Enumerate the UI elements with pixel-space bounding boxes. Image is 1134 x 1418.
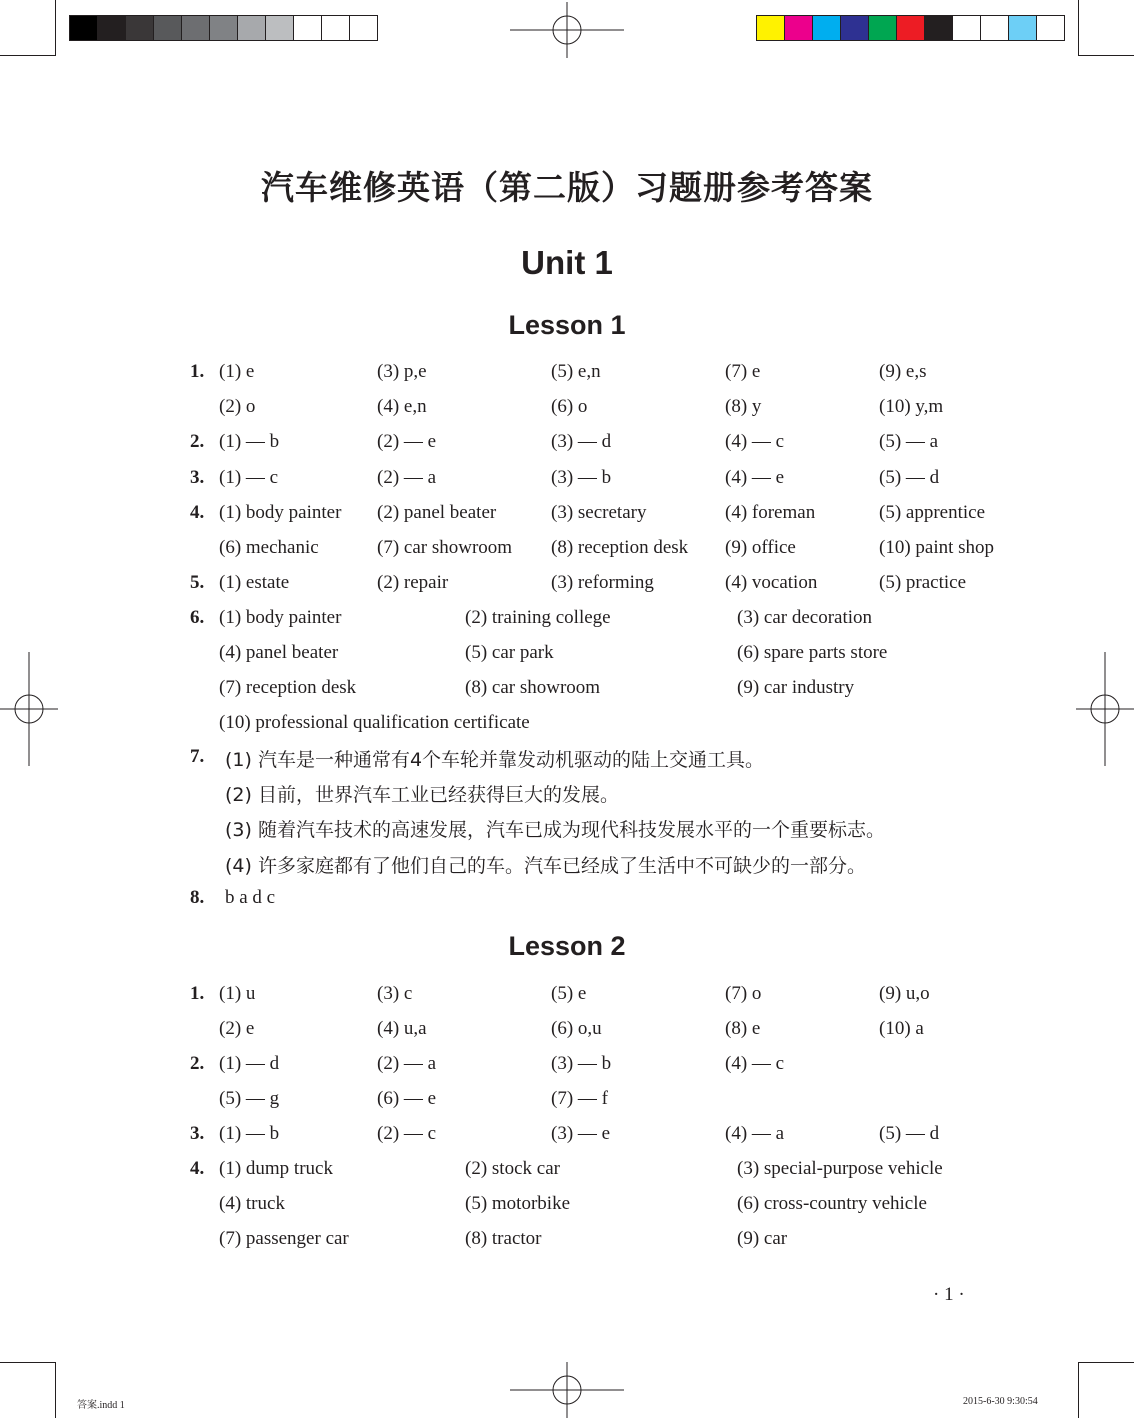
answer-cell: (5) — d: [879, 1123, 940, 1144]
question-number: 7.: [190, 746, 205, 767]
answer-cell: (5) e: [551, 983, 587, 1004]
answer-cell: (4) — a: [725, 1123, 785, 1144]
question-number: 2.: [190, 431, 205, 453]
answer-cell: (4) u,a: [377, 1018, 427, 1039]
answer-cell: (1) — d: [219, 1053, 280, 1074]
answer-cell: (3) special-purpose vehicle: [737, 1158, 943, 1179]
answer-cell: (1) — b: [219, 431, 280, 453]
answer-cell: (9) e,s: [879, 361, 927, 382]
color-swatch: [237, 15, 266, 41]
color-swatch: [97, 15, 126, 41]
answer-cell: (7) — f: [551, 1088, 608, 1109]
question-number: 4.: [190, 501, 205, 523]
answer-cell: (2) — a: [377, 1053, 437, 1074]
answer-cell: (9) car: [737, 1228, 788, 1249]
answer-cell: (2) panel beater: [377, 501, 497, 523]
answer-cell: (4) vocation: [725, 572, 818, 594]
color-swatch: [1036, 15, 1065, 41]
color-swatch: [321, 15, 350, 41]
answer-cell: (8) e: [725, 1018, 761, 1039]
crop-mark-bl-v: [55, 1362, 56, 1418]
crop-mark-tl-h: [0, 55, 56, 56]
color-swatch: [952, 15, 981, 41]
answer-cell: (6) — e: [377, 1088, 437, 1109]
answer-cell: (6) o,u: [551, 1018, 602, 1039]
answer-cell: (1) dump truck: [219, 1158, 333, 1179]
answer-cell: (3) c: [377, 983, 413, 1004]
answer-cell: (2) training college: [465, 607, 611, 628]
crop-mark-br-v: [1078, 1362, 1079, 1418]
translation-answer: (1) 汽车是一种通常有4个车轮并靠发动机驱动的陆上交通工具。: [225, 749, 765, 771]
question-number: 1.: [190, 361, 205, 382]
answer-cell: (1) — c: [219, 466, 279, 488]
answer-cell: (2) — e: [377, 431, 437, 453]
answer-cell: (5) — g: [219, 1088, 280, 1109]
answer-cell: (4) panel beater: [219, 642, 339, 663]
answer-cell: (5) practice: [879, 572, 967, 594]
crop-mark-tl-v: [55, 0, 56, 56]
question-number: 3.: [190, 1123, 205, 1144]
question-number: 2.: [190, 1053, 205, 1074]
answer-cell: (1) body painter: [219, 607, 342, 628]
color-swatch: [181, 15, 210, 41]
answer-cell: (8) tractor: [465, 1228, 542, 1249]
answer-cell: (3) car decoration: [737, 607, 873, 628]
answer-cell: (3) — b: [551, 1053, 612, 1074]
answer-cell: (4) — c: [725, 431, 785, 453]
question-number: 4.: [190, 1158, 205, 1179]
crop-mark-bl-h: [0, 1362, 56, 1363]
page-title: 汽车维修英语（第二版）习题册参考答案: [261, 168, 873, 207]
color-swatch: [69, 15, 98, 41]
translation-answer: (4) 许多家庭都有了他们自己的车。汽车已经成了生活中不可缺少的一部分。: [225, 854, 866, 877]
answer-cell: (6) spare parts store: [737, 642, 888, 663]
answer-cell: (9) office: [725, 537, 796, 558]
answer-cell: (10) a: [879, 1018, 924, 1039]
question-number: 3.: [190, 466, 205, 488]
registration-mark-left: [0, 652, 58, 766]
answer-cell: (6) mechanic: [219, 537, 319, 558]
lesson-1-question-8-answer: b a d c: [225, 887, 276, 908]
answer-cell: (8) car showroom: [465, 677, 601, 698]
answer-cell: (10) professional qualification certificate: [219, 712, 530, 733]
answer-cell: (1) body painter: [219, 501, 342, 523]
answer-cell: (4) — c: [725, 1053, 785, 1074]
color-swatch: [125, 15, 154, 41]
color-swatch: [1008, 15, 1037, 41]
answer-cell: (3) reforming: [551, 572, 654, 594]
color-swatch: [840, 15, 869, 41]
color-swatch: [812, 15, 841, 41]
color-swatch: [756, 15, 785, 41]
crop-mark-br-h: [1078, 1362, 1134, 1363]
answer-cell: (10) paint shop: [879, 537, 995, 558]
answer-cell: (4) e,n: [377, 396, 427, 418]
color-swatch: [896, 15, 925, 41]
question-number: 8.: [190, 887, 205, 908]
color-swatch: [924, 15, 953, 41]
color-swatch: [349, 15, 378, 41]
registration-mark-top: [510, 2, 624, 58]
answer-cell: (5) apprentice: [879, 501, 986, 523]
crop-mark-tr-h: [1078, 55, 1134, 56]
answer-cell: (5) — a: [879, 431, 939, 453]
answer-cell: (7) o: [725, 983, 762, 1004]
answer-cell: (4) truck: [219, 1193, 285, 1214]
answer-cell: (8) y: [725, 396, 762, 418]
answer-cell: (3) secretary: [551, 501, 647, 523]
question-number: 5.: [190, 572, 205, 594]
answer-cell: (4) foreman: [725, 501, 816, 523]
answer-cell: (3) — d: [551, 431, 612, 453]
unit-heading: Unit 1: [521, 244, 613, 281]
color-swatch: [153, 15, 182, 41]
crop-mark-tr-v: [1078, 0, 1079, 56]
question-number: 1.: [190, 983, 205, 1004]
answer-cell: (9) car industry: [737, 677, 855, 698]
answer-cell: (6) o: [551, 396, 588, 418]
answer-cell: (1) u: [219, 983, 256, 1004]
answer-cell: (6) cross-country vehicle: [737, 1193, 927, 1214]
date-slug: 2015-6-30 9:30:54: [963, 1396, 1038, 1407]
answer-cell: (7) reception desk: [219, 677, 357, 698]
answer-cell: (5) — d: [879, 466, 940, 488]
color-swatch: [265, 15, 294, 41]
answer-cell: (2) e: [219, 1018, 255, 1039]
answer-cell: (5) car park: [465, 642, 554, 663]
color-swatch: [209, 15, 238, 41]
lesson-2-heading: Lesson 2: [508, 931, 626, 961]
answer-cell: (3) p,e: [377, 361, 427, 382]
answer-cell: (1) — b: [219, 1123, 280, 1144]
answer-cell: (1) e: [219, 361, 255, 382]
answer-cell: (3) — e: [551, 1123, 611, 1144]
answer-cell: (2) — c: [377, 1123, 437, 1144]
color-swatch: [868, 15, 897, 41]
registration-mark-bottom: [510, 1362, 624, 1418]
lesson-1-heading: Lesson 1: [508, 310, 626, 340]
registration-mark-right: [1076, 652, 1134, 766]
color-swatch: [980, 15, 1009, 41]
answer-cell: (1) estate: [219, 572, 290, 594]
translation-answer: (2) 目前，世界汽车工业已经获得巨大的发展。: [225, 784, 619, 807]
answer-cell: (7) car showroom: [377, 537, 513, 558]
answer-cell: (2) repair: [377, 572, 449, 594]
answer-cell: (7) e: [725, 361, 761, 382]
answer-cell: (8) reception desk: [551, 537, 689, 558]
answer-cell: (3) — b: [551, 466, 612, 488]
answer-cell: (2) o: [219, 396, 256, 418]
translation-answer: (3) 随着汽车技术的高速发展，汽车已成为现代科技发展水平的一个重要标志。: [225, 819, 885, 842]
answer-cell: (5) e,n: [551, 361, 601, 382]
answer-cell: (4) — e: [725, 466, 785, 488]
answer-cell: (2) stock car: [465, 1158, 560, 1179]
page-number: · 1 ·: [933, 1284, 965, 1305]
question-number: 6.: [190, 607, 205, 628]
answer-cell: (10) y,m: [879, 396, 944, 418]
file-slug: 答案.indd 1: [77, 1400, 125, 1411]
answer-cell: (2) — a: [377, 466, 437, 488]
answer-cell: (7) passenger car: [219, 1228, 349, 1249]
color-swatch: [784, 15, 813, 41]
answer-cell: (9) u,o: [879, 983, 930, 1004]
answer-cell: (5) motorbike: [465, 1193, 571, 1214]
color-swatch: [293, 15, 322, 41]
